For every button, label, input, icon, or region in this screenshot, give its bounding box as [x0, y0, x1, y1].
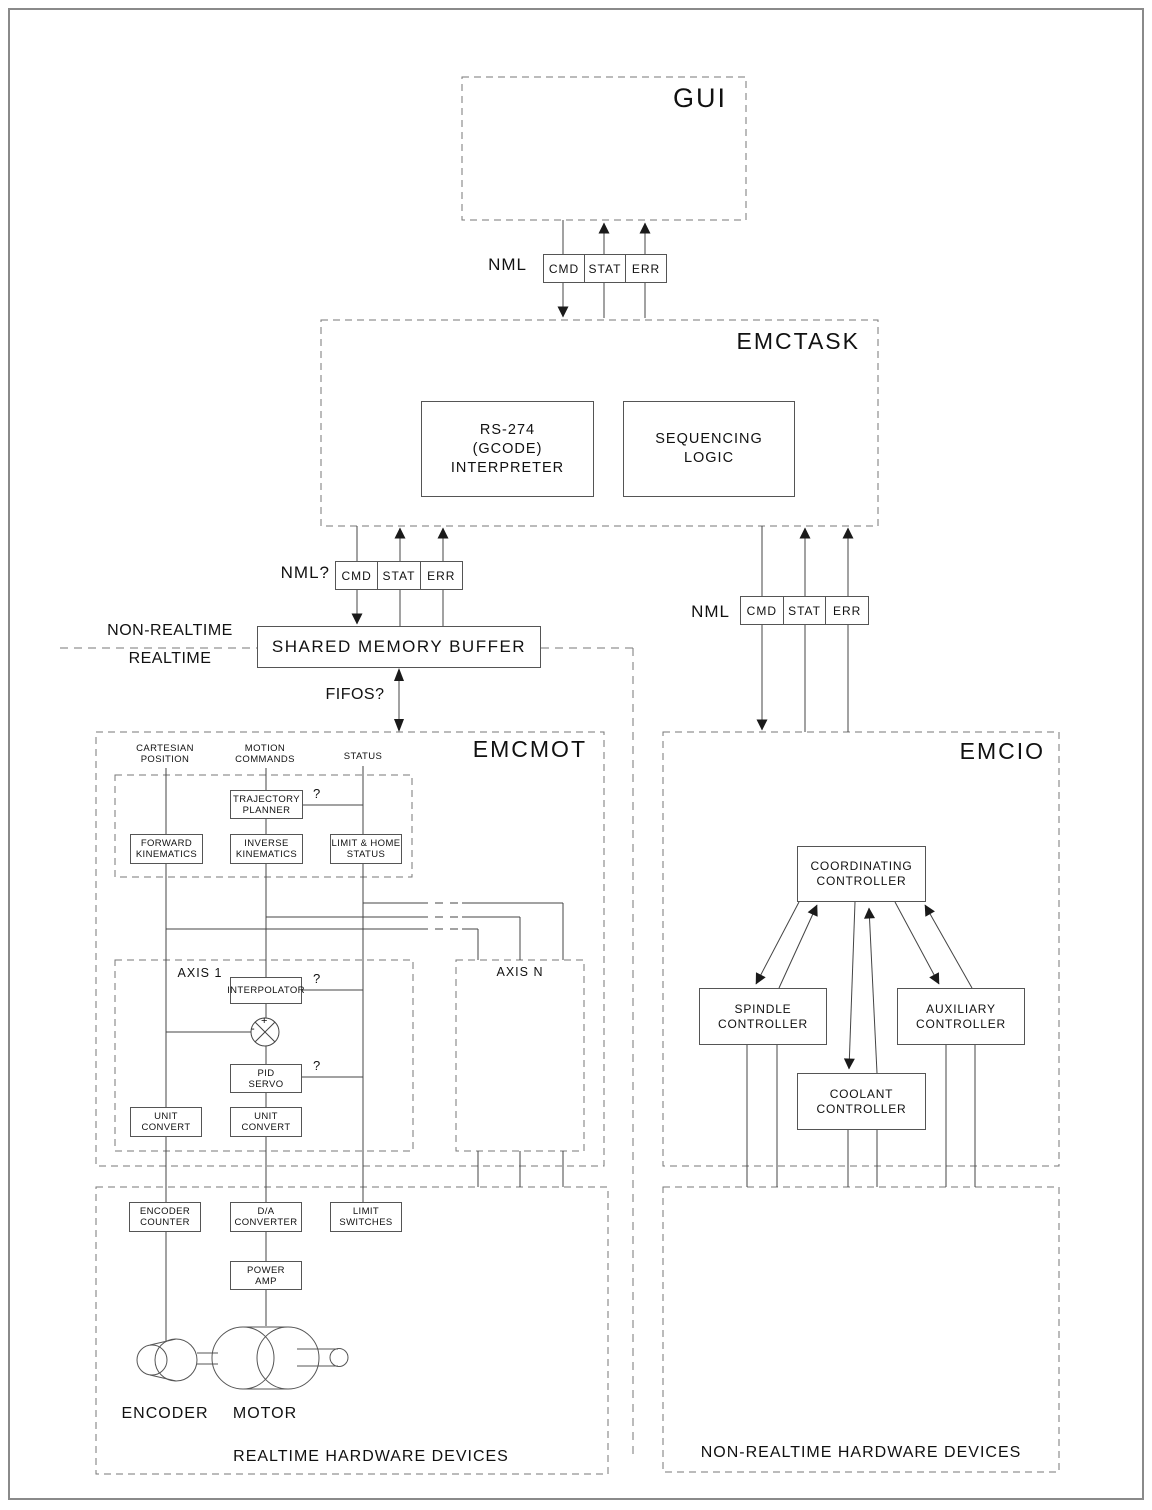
- nml-gui-stat: STAT: [584, 255, 625, 282]
- nonrealtime-hardware-caption: NON-REALTIME HARDWARE DEVICES: [700, 1444, 1022, 1461]
- trajectory-planner-box: TRAJECTORY PLANNER: [230, 790, 303, 819]
- nml-gui-cmd: CMD: [548, 261, 580, 276]
- trajectory-question-mark: ?: [313, 786, 321, 801]
- encoder-shape: [137, 1345, 167, 1375]
- shared-memory-buffer-box: SHARED MEMORY BUFFER: [257, 626, 541, 668]
- rs274-interpreter-box: RS-274 (GCODE) INTERPRETER: [421, 401, 594, 497]
- nml-gui-label: NML: [488, 255, 527, 274]
- motor-shaft-end: [330, 1349, 348, 1367]
- interpolator-question-mark: ?: [313, 971, 321, 986]
- emcio-title: EMCIO: [959, 738, 1045, 764]
- emcmot-title: EMCMOT: [472, 736, 587, 762]
- sum-plus-sign: +: [261, 1015, 268, 1027]
- da-converter-box: D/A CONVERTER: [230, 1202, 302, 1232]
- pid-question-mark: ?: [313, 1058, 321, 1073]
- unit-convert-left-box: UNIT CONVERT: [130, 1107, 202, 1137]
- interpolator-box: INTERPOLATOR: [230, 977, 302, 1004]
- axisn-label: AXIS N: [496, 965, 544, 979]
- nml-mot-stat: STAT: [377, 562, 419, 589]
- pid-servo-box: PID SERVO: [230, 1064, 302, 1093]
- nml-gui-err: ERR: [625, 255, 666, 282]
- inverse-kinematics-box: INVERSE KINEMATICS: [230, 834, 303, 864]
- nml-gui-channel-row: [543, 254, 667, 283]
- limit-switches-box: LIMIT SWITCHES: [330, 1202, 402, 1232]
- nml-mot-label: NML?: [280, 563, 330, 582]
- coolant-controller-box: COOLANT CONTROLLER: [797, 1073, 926, 1130]
- emcmot-box: [96, 732, 604, 1166]
- nonrealtime-label: NON-REALTIME: [107, 622, 233, 639]
- nml-io-err: ERR: [825, 597, 868, 624]
- cartesian-position-header: CARTESIAN POSITION: [136, 743, 194, 765]
- spindle-controller-box: SPINDLE CONTROLLER: [699, 988, 827, 1045]
- axisn-box: [456, 960, 584, 1151]
- sum-minus-sign: -: [251, 1023, 255, 1035]
- fifos-label: FIFOS?: [325, 686, 385, 703]
- motor-label: MOTOR: [232, 1405, 298, 1422]
- nml-mot-err: ERR: [420, 562, 462, 589]
- coordinating-controller-box: COORDINATING CONTROLLER: [797, 846, 926, 902]
- motor-shape: [212, 1327, 274, 1389]
- nml-io-stat: STAT: [783, 597, 826, 624]
- forward-kinematics-box: FORWARD KINEMATICS: [130, 834, 203, 864]
- realtime-boundary-line: [60, 648, 633, 1460]
- emctask-title: EMCTASK: [736, 328, 860, 354]
- nml-io-label: NML: [691, 602, 730, 621]
- emctask-emcio-channels: [762, 526, 848, 732]
- encoder-shape: [155, 1339, 197, 1381]
- encoder-label: ENCODER: [121, 1405, 209, 1422]
- limit-home-status-box: LIMIT & HOME STATUS: [330, 834, 402, 864]
- auxiliary-controller-box: AUXILIARY CONTROLLER: [897, 988, 1025, 1045]
- nml-mot-cmd: CMD: [341, 568, 372, 583]
- motion-commands-header: MOTION COMMANDS: [235, 743, 295, 765]
- realtime-label: REALTIME: [128, 650, 212, 667]
- nml-io-cmd: CMD: [746, 603, 777, 618]
- nml-io-channel-row: [740, 596, 869, 625]
- nml-mot-channel-row: [335, 561, 463, 590]
- power-amp-box: POWER AMP: [230, 1261, 302, 1290]
- realtime-hardware-caption: REALTIME HARDWARE DEVICES: [233, 1448, 509, 1465]
- motor-shape: [257, 1327, 319, 1389]
- axis1-label: AXIS 1: [177, 966, 223, 980]
- encoder-motor-drawing: [137, 1327, 348, 1389]
- unit-convert-mid-box: UNIT CONVERT: [230, 1107, 302, 1137]
- axisn-branch-lines: [166, 903, 563, 1187]
- gui-title: GUI: [672, 83, 727, 113]
- status-header: STATUS: [343, 751, 383, 762]
- nonrealtime-hardware-box: [663, 1187, 1059, 1472]
- sequencing-logic-box: SEQUENCING LOGIC: [623, 401, 795, 497]
- encoder-counter-box: ENCODER COUNTER: [129, 1202, 201, 1232]
